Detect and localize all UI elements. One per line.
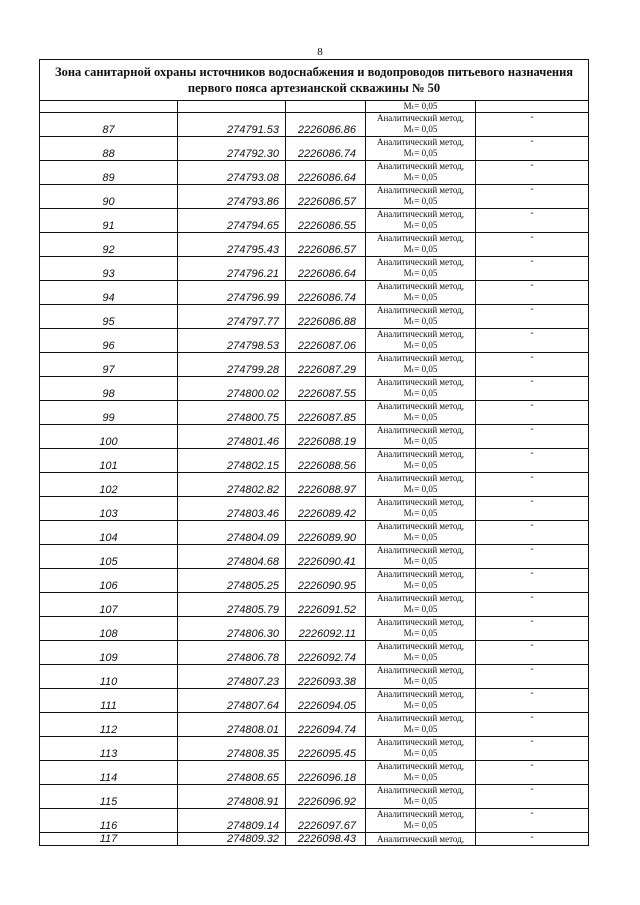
point-number-cell: 117 — [40, 833, 178, 846]
coordinate-y-cell: 2226095.45 — [286, 737, 366, 761]
method-cell — [366, 521, 476, 545]
point-number-cell: 102 — [40, 473, 178, 497]
method-name: Аналитический метод, — [376, 834, 465, 844]
accuracy-cell: - — [476, 521, 589, 545]
table-row — [40, 497, 589, 521]
table-row — [40, 521, 589, 545]
method-name: Аналитический метод, — [376, 593, 465, 603]
method-cell — [366, 833, 476, 846]
accuracy-cell: - — [476, 617, 589, 641]
coordinate-x-cell: 274804.68 — [178, 545, 286, 569]
method-accuracy: Mₜ= 0,05 — [403, 628, 438, 638]
point-number-cell — [40, 101, 178, 113]
method-name: Аналитический метод, — [376, 329, 465, 339]
accuracy-cell: - — [476, 737, 589, 761]
method-name: Аналитический метод, — [376, 281, 465, 291]
coordinate-x-cell: 274802.82 — [178, 473, 286, 497]
method-cell — [366, 305, 476, 329]
method-accuracy: Mₜ= 0,05 — [403, 316, 438, 326]
method-cell — [366, 137, 476, 161]
table-row — [40, 185, 589, 209]
coordinate-x-cell: 274805.79 — [178, 593, 286, 617]
coordinate-y-cell: 2226094.74 — [286, 713, 366, 737]
coordinate-x-cell: 274798.53 — [178, 329, 286, 353]
method-accuracy: Mₜ= 0,05 — [403, 580, 438, 590]
coordinate-y-cell: 2226089.42 — [286, 497, 366, 521]
accuracy-cell: - — [476, 473, 589, 497]
point-number-cell: 114 — [40, 761, 178, 785]
point-number-cell: 107 — [40, 593, 178, 617]
method-accuracy: Mₜ= 0,05 — [403, 796, 438, 806]
point-number-cell: 111 — [40, 689, 178, 713]
method-cell — [366, 761, 476, 785]
method-accuracy: Mₜ= 0,05 — [403, 532, 438, 542]
method-name: Аналитический метод, — [376, 617, 465, 627]
coordinate-x-cell: 274800.75 — [178, 401, 286, 425]
method-name: Аналитический метод, — [376, 425, 465, 435]
coordinate-y-cell: 2226096.92 — [286, 785, 366, 809]
coordinate-x-cell: 274806.30 — [178, 617, 286, 641]
coordinate-x-cell: 274796.99 — [178, 281, 286, 305]
method-accuracy: Mₜ= 0,05 — [403, 604, 438, 614]
coordinate-y-cell: 2226086.55 — [286, 209, 366, 233]
point-number-cell: 108 — [40, 617, 178, 641]
method-name: Аналитический метод, — [376, 665, 465, 675]
method-name: Аналитический метод, — [376, 737, 465, 747]
method-name: Аналитический метод, — [376, 257, 465, 267]
coordinate-y-cell: 2226088.56 — [286, 449, 366, 473]
coordinate-x-cell: 274801.46 — [178, 425, 286, 449]
method-name: Аналитический метод, — [376, 137, 465, 147]
coordinate-y-cell: 2226091.52 — [286, 593, 366, 617]
coordinate-y-cell: 2226086.64 — [286, 257, 366, 281]
coordinate-y-cell: 2226087.29 — [286, 353, 366, 377]
method-cell — [366, 569, 476, 593]
method-cell — [366, 713, 476, 737]
method-cell — [366, 641, 476, 665]
method-cell — [366, 113, 476, 137]
accuracy-cell: - — [476, 257, 589, 281]
coordinate-x-cell: 274809.14 — [178, 809, 286, 833]
method-name: Аналитический метод, — [376, 353, 465, 363]
coordinate-x-cell: 274809.32 — [178, 833, 286, 846]
point-number-cell: 87 — [40, 113, 178, 137]
method-name: Аналитический метод, — [376, 209, 465, 219]
method-accuracy: Mₜ= 0,05 — [403, 148, 438, 158]
coordinate-y-cell: 2226086.57 — [286, 233, 366, 257]
accuracy-cell: - — [476, 305, 589, 329]
coordinate-x-cell: 274792.30 — [178, 137, 286, 161]
coordinate-x-cell — [178, 101, 286, 113]
method-name: Аналитический метод, — [376, 713, 465, 723]
point-number-cell: 93 — [40, 257, 178, 281]
point-number-cell: 101 — [40, 449, 178, 473]
accuracy-cell: - — [476, 209, 589, 233]
method-name: Аналитический метод, — [376, 641, 465, 651]
coordinate-y-cell — [286, 101, 366, 113]
method-accuracy: Mₜ= 0,05 — [403, 172, 438, 182]
accuracy-cell: - — [476, 569, 589, 593]
method-accuracy: Mₜ= 0,05 — [403, 292, 438, 302]
accuracy-cell: - — [476, 641, 589, 665]
point-number-cell: 100 — [40, 425, 178, 449]
coordinate-x-cell: 274803.46 — [178, 497, 286, 521]
table-row — [40, 713, 589, 737]
accuracy-cell: - — [476, 401, 589, 425]
point-number-cell: 91 — [40, 209, 178, 233]
method-accuracy: Mₜ= 0,05 — [403, 484, 438, 494]
table-row — [40, 761, 589, 785]
coordinate-y-cell: 2226097.67 — [286, 809, 366, 833]
coordinate-y-cell: 2226090.41 — [286, 545, 366, 569]
method-name: Аналитический метод, — [376, 569, 465, 579]
method-accuracy: Mₜ= 0,05 — [403, 460, 438, 470]
coordinate-y-cell: 2226088.19 — [286, 425, 366, 449]
method-accuracy: Mₜ= 0,05 — [403, 436, 438, 446]
accuracy-cell: - — [476, 545, 589, 569]
coordinate-x-cell: 274791.53 — [178, 113, 286, 137]
point-number-cell: 97 — [40, 353, 178, 377]
coordinate-y-cell: 2226087.06 — [286, 329, 366, 353]
method-accuracy: Mₜ= 0,05 — [403, 676, 438, 686]
method-name: Аналитический метод, — [376, 401, 465, 411]
table-row — [40, 785, 589, 809]
accuracy-cell: - — [476, 233, 589, 257]
table-row — [40, 473, 589, 497]
table-row — [40, 569, 589, 593]
table-row — [40, 593, 589, 617]
coordinate-y-cell: 2226086.64 — [286, 161, 366, 185]
coordinates-table — [39, 59, 589, 846]
table-row — [40, 137, 589, 161]
coordinate-y-cell: 2226088.97 — [286, 473, 366, 497]
method-accuracy: Mₜ= 0,05 — [403, 101, 438, 111]
table-row — [40, 101, 589, 113]
point-number-cell: 94 — [40, 281, 178, 305]
table-row — [40, 833, 589, 846]
method-cell — [366, 161, 476, 185]
accuracy-cell: - — [476, 785, 589, 809]
point-number-cell: 95 — [40, 305, 178, 329]
accuracy-cell: - — [476, 377, 589, 401]
method-cell — [366, 353, 476, 377]
table-row — [40, 353, 589, 377]
coordinate-x-cell: 274796.21 — [178, 257, 286, 281]
table-row — [40, 545, 589, 569]
coordinate-x-cell: 274793.08 — [178, 161, 286, 185]
table-row — [40, 617, 589, 641]
method-accuracy: Mₜ= 0,05 — [403, 772, 438, 782]
coordinate-y-cell: 2226086.86 — [286, 113, 366, 137]
coordinate-y-cell: 2226092.11 — [286, 617, 366, 641]
method-name: Аналитический метод, — [376, 185, 465, 195]
point-number-cell: 104 — [40, 521, 178, 545]
accuracy-cell: - — [476, 761, 589, 785]
point-number-cell: 99 — [40, 401, 178, 425]
accuracy-cell: - — [476, 425, 589, 449]
method-name: Аналитический метод, — [376, 377, 465, 387]
coordinate-x-cell: 274795.43 — [178, 233, 286, 257]
coordinate-x-cell: 274800.02 — [178, 377, 286, 401]
method-cell — [366, 209, 476, 233]
method-name: Аналитический метод, — [376, 113, 465, 123]
coordinate-x-cell: 274804.09 — [178, 521, 286, 545]
coordinate-x-cell: 274799.28 — [178, 353, 286, 377]
table-row — [40, 233, 589, 257]
point-number-cell: 115 — [40, 785, 178, 809]
method-cell — [366, 401, 476, 425]
point-number-cell: 112 — [40, 713, 178, 737]
method-cell — [366, 473, 476, 497]
accuracy-cell: - — [476, 113, 589, 137]
accuracy-cell: - — [476, 497, 589, 521]
point-number-cell: 109 — [40, 641, 178, 665]
method-name: Аналитический метод, — [376, 305, 465, 315]
coordinate-y-cell: 2226087.55 — [286, 377, 366, 401]
point-number-cell: 92 — [40, 233, 178, 257]
point-number-cell: 105 — [40, 545, 178, 569]
coordinate-y-cell: 2226087.85 — [286, 401, 366, 425]
method-accuracy: Mₜ= 0,05 — [403, 124, 438, 134]
coordinate-y-cell: 2226092.74 — [286, 641, 366, 665]
method-cell — [366, 593, 476, 617]
coordinate-y-cell: 2226090.95 — [286, 569, 366, 593]
coordinate-x-cell: 274794.65 — [178, 209, 286, 233]
accuracy-cell: - — [476, 449, 589, 473]
table-title-row — [40, 60, 589, 101]
method-name: Аналитический метод, — [376, 233, 465, 243]
method-cell — [366, 809, 476, 833]
method-cell — [366, 689, 476, 713]
accuracy-cell: - — [476, 161, 589, 185]
method-accuracy: Mₜ= 0,05 — [403, 268, 438, 278]
method-name: Аналитический метод, — [376, 761, 465, 771]
method-name: Аналитический метод, — [376, 521, 465, 531]
coordinate-x-cell: 274805.25 — [178, 569, 286, 593]
table-row — [40, 809, 589, 833]
accuracy-cell — [476, 101, 589, 113]
method-accuracy: Mₜ= 0,05 — [403, 340, 438, 350]
table-title-line-1: Зона санитарной охраны источников водоснабжения и водопроводов питьевого назначения — [54, 65, 574, 79]
method-name: Аналитический метод, — [376, 809, 465, 819]
coordinate-x-cell: 274808.35 — [178, 737, 286, 761]
table-row — [40, 113, 589, 137]
method-accuracy: Mₜ= 0,05 — [403, 364, 438, 374]
method-accuracy: Mₜ= 0,05 — [403, 748, 438, 758]
table-row — [40, 689, 589, 713]
accuracy-cell: - — [476, 137, 589, 161]
point-number-cell: 90 — [40, 185, 178, 209]
table-title — [40, 60, 589, 101]
method-cell — [366, 497, 476, 521]
method-accuracy: Mₜ= 0,05 — [403, 724, 438, 734]
coordinate-x-cell: 274807.23 — [178, 665, 286, 689]
table-row — [40, 305, 589, 329]
method-cell — [366, 737, 476, 761]
point-number-cell: 116 — [40, 809, 178, 833]
method-name: Аналитический метод, — [376, 785, 465, 795]
point-number-cell: 96 — [40, 329, 178, 353]
method-accuracy: Mₜ= 0,05 — [403, 652, 438, 662]
method-cell — [366, 425, 476, 449]
method-cell — [366, 617, 476, 641]
method-name: Аналитический метод, — [376, 689, 465, 699]
table-row — [40, 281, 589, 305]
accuracy-cell: - — [476, 833, 589, 846]
accuracy-cell: - — [476, 185, 589, 209]
point-number-cell: 98 — [40, 377, 178, 401]
table-row — [40, 737, 589, 761]
method-name: Аналитический метод, — [376, 449, 465, 459]
method-cell — [366, 545, 476, 569]
table-row — [40, 641, 589, 665]
method-accuracy: Mₜ= 0,05 — [403, 196, 438, 206]
method-accuracy: Mₜ= 0,05 — [403, 244, 438, 254]
table-row — [40, 161, 589, 185]
coordinate-x-cell: 274802.15 — [178, 449, 286, 473]
table-row — [40, 449, 589, 473]
coordinate-y-cell: 2226093.38 — [286, 665, 366, 689]
method-accuracy: Mₜ= 0,05 — [403, 700, 438, 710]
method-cell — [366, 665, 476, 689]
table-row — [40, 665, 589, 689]
accuracy-cell: - — [476, 353, 589, 377]
accuracy-cell: - — [476, 329, 589, 353]
table-row — [40, 377, 589, 401]
method-cell — [366, 101, 476, 113]
point-number-cell: 106 — [40, 569, 178, 593]
coordinate-x-cell: 274797.77 — [178, 305, 286, 329]
table-row — [40, 425, 589, 449]
accuracy-cell: - — [476, 281, 589, 305]
method-accuracy: Mₜ= 0,05 — [403, 220, 438, 230]
accuracy-cell: - — [476, 809, 589, 833]
method-name: Аналитический метод, — [376, 545, 465, 555]
method-accuracy: Mₜ= 0,05 — [403, 412, 438, 422]
point-number-cell: 88 — [40, 137, 178, 161]
point-number-cell: 89 — [40, 161, 178, 185]
method-accuracy: Mₜ= 0,05 — [403, 556, 438, 566]
page-number: 8 — [317, 46, 323, 58]
accuracy-cell: - — [476, 593, 589, 617]
method-name: Аналитический метод, — [376, 473, 465, 483]
method-accuracy: Mₜ= 0,05 — [403, 388, 438, 398]
method-cell — [366, 257, 476, 281]
accuracy-cell: - — [476, 713, 589, 737]
coordinate-x-cell: 274793.86 — [178, 185, 286, 209]
coordinate-y-cell: 2226096.18 — [286, 761, 366, 785]
table-title-line-2: первого пояса артезианской скважины № 50 — [187, 81, 441, 95]
coordinate-y-cell: 2226086.74 — [286, 137, 366, 161]
coordinate-x-cell: 274808.01 — [178, 713, 286, 737]
point-number-cell: 110 — [40, 665, 178, 689]
method-accuracy: Mₜ= 0,05 — [403, 820, 438, 830]
method-cell — [366, 449, 476, 473]
method-name: Аналитический метод, — [376, 497, 465, 507]
method-name: Аналитический метод, — [376, 161, 465, 171]
coordinate-y-cell: 2226086.74 — [286, 281, 366, 305]
coordinate-x-cell: 274808.91 — [178, 785, 286, 809]
method-cell — [366, 785, 476, 809]
method-cell — [366, 329, 476, 353]
coordinate-y-cell: 2226086.88 — [286, 305, 366, 329]
method-cell — [366, 281, 476, 305]
accuracy-cell: - — [476, 689, 589, 713]
table-row — [40, 209, 589, 233]
coordinate-y-cell: 2226086.57 — [286, 185, 366, 209]
point-number-cell: 113 — [40, 737, 178, 761]
coordinate-x-cell: 274807.64 — [178, 689, 286, 713]
coordinate-y-cell: 2226089.90 — [286, 521, 366, 545]
coordinate-y-cell: 2226098.43 — [286, 833, 366, 846]
method-cell — [366, 233, 476, 257]
table-row — [40, 257, 589, 281]
accuracy-cell: - — [476, 665, 589, 689]
coordinate-y-cell: 2226094.05 — [286, 689, 366, 713]
table-row — [40, 329, 589, 353]
coordinate-x-cell: 274806.78 — [178, 641, 286, 665]
coordinate-x-cell: 274808.65 — [178, 761, 286, 785]
method-cell — [366, 185, 476, 209]
method-accuracy: Mₜ= 0,05 — [403, 508, 438, 518]
point-number-cell: 103 — [40, 497, 178, 521]
table-row — [40, 401, 589, 425]
method-cell — [366, 377, 476, 401]
